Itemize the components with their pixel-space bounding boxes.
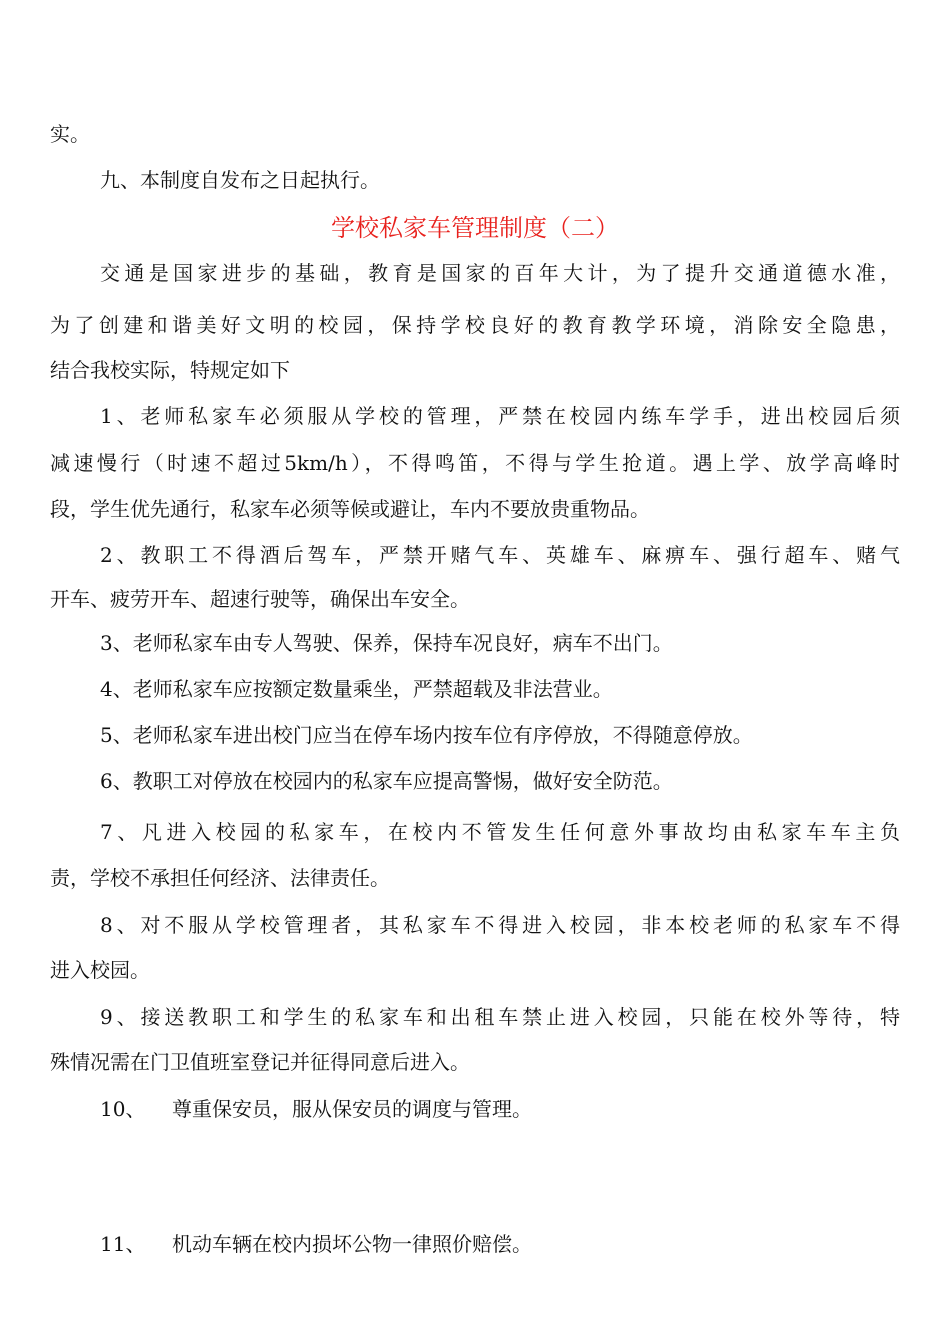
item-1-line-1: 1、老师私家车必须服从学校的管理，严禁在校园内练车学手，进出校园后须 <box>100 404 900 428</box>
item-7-line-2: 责，学校不承担任何经济、法律责任。 <box>50 866 390 890</box>
item-10-text: 尊重保安员，服从保安员的调度与管理。 <box>172 1097 532 1121</box>
item-3: 3、老师私家车由专人驾驶、保养，保持车况良好，病车不出门。 <box>100 631 673 655</box>
item-11-number: 11、 <box>100 1232 146 1256</box>
item-11-text: 机动车辆在校内损坏公物一律照价赔偿。 <box>172 1232 532 1256</box>
item-6: 6、教职工对停放在校园内的私家车应提高警惕，做好安全防范。 <box>100 769 673 793</box>
item-1-line-2: 减速慢行（时速不超过5km/h），不得鸣笛，不得与学生抢道。遇上学、放学高峰时 <box>50 451 900 475</box>
item-2-line-1: 2、教职工不得酒后驾车，严禁开赌气车、英雄车、麻痹车、强行超车、赌气 <box>100 543 900 567</box>
intro-line-2: 为了创建和谐美好文明的校园，保持学校良好的教育教学环境，消除安全隐患， <box>50 313 900 337</box>
item-8-line-1: 8、对不服从学校管理者，其私家车不得进入校园，非本校老师的私家车不得 <box>100 913 900 937</box>
item-9-line-2: 殊情况需在门卫值班室登记并征得同意后进入。 <box>50 1050 470 1074</box>
item-5: 5、老师私家车进出校门应当在停车场内按车位有序停放，不得随意停放。 <box>100 723 753 747</box>
intro-line-3: 结合我校实际，特规定如下 <box>50 358 290 382</box>
item-7-line-1: 7、凡进入校园的私家车，在校内不管发生任何意外事故均由私家车车主负 <box>100 820 900 844</box>
item-4: 4、老师私家车应按额定数量乘坐，严禁超载及非法营业。 <box>100 677 613 701</box>
item-10-number: 10、 <box>100 1097 146 1121</box>
clause-nine: 九、本制度自发布之日起执行。 <box>100 168 380 192</box>
item-8-line-2: 进入校园。 <box>50 958 150 982</box>
item-2-line-2: 开车、疲劳开车、超速行驶等，确保出车安全。 <box>50 587 470 611</box>
document-title: 学校私家车管理制度（二） <box>331 214 619 242</box>
previous-clause-tail: 实。 <box>50 122 90 146</box>
item-1-line-3: 段，学生优先通行，私家车必须等候或避让，车内不要放贵重物品。 <box>50 497 650 521</box>
intro-line-1: 交通是国家进步的基础，教育是国家的百年大计，为了提升交通道德水准， <box>100 261 900 285</box>
item-10 <box>100 1095 900 1123</box>
item-9-line-1: 9、接送教职工和学生的私家车和出租车禁止进入校园，只能在校外等待，特 <box>100 1005 900 1029</box>
item-11 <box>100 1230 900 1258</box>
